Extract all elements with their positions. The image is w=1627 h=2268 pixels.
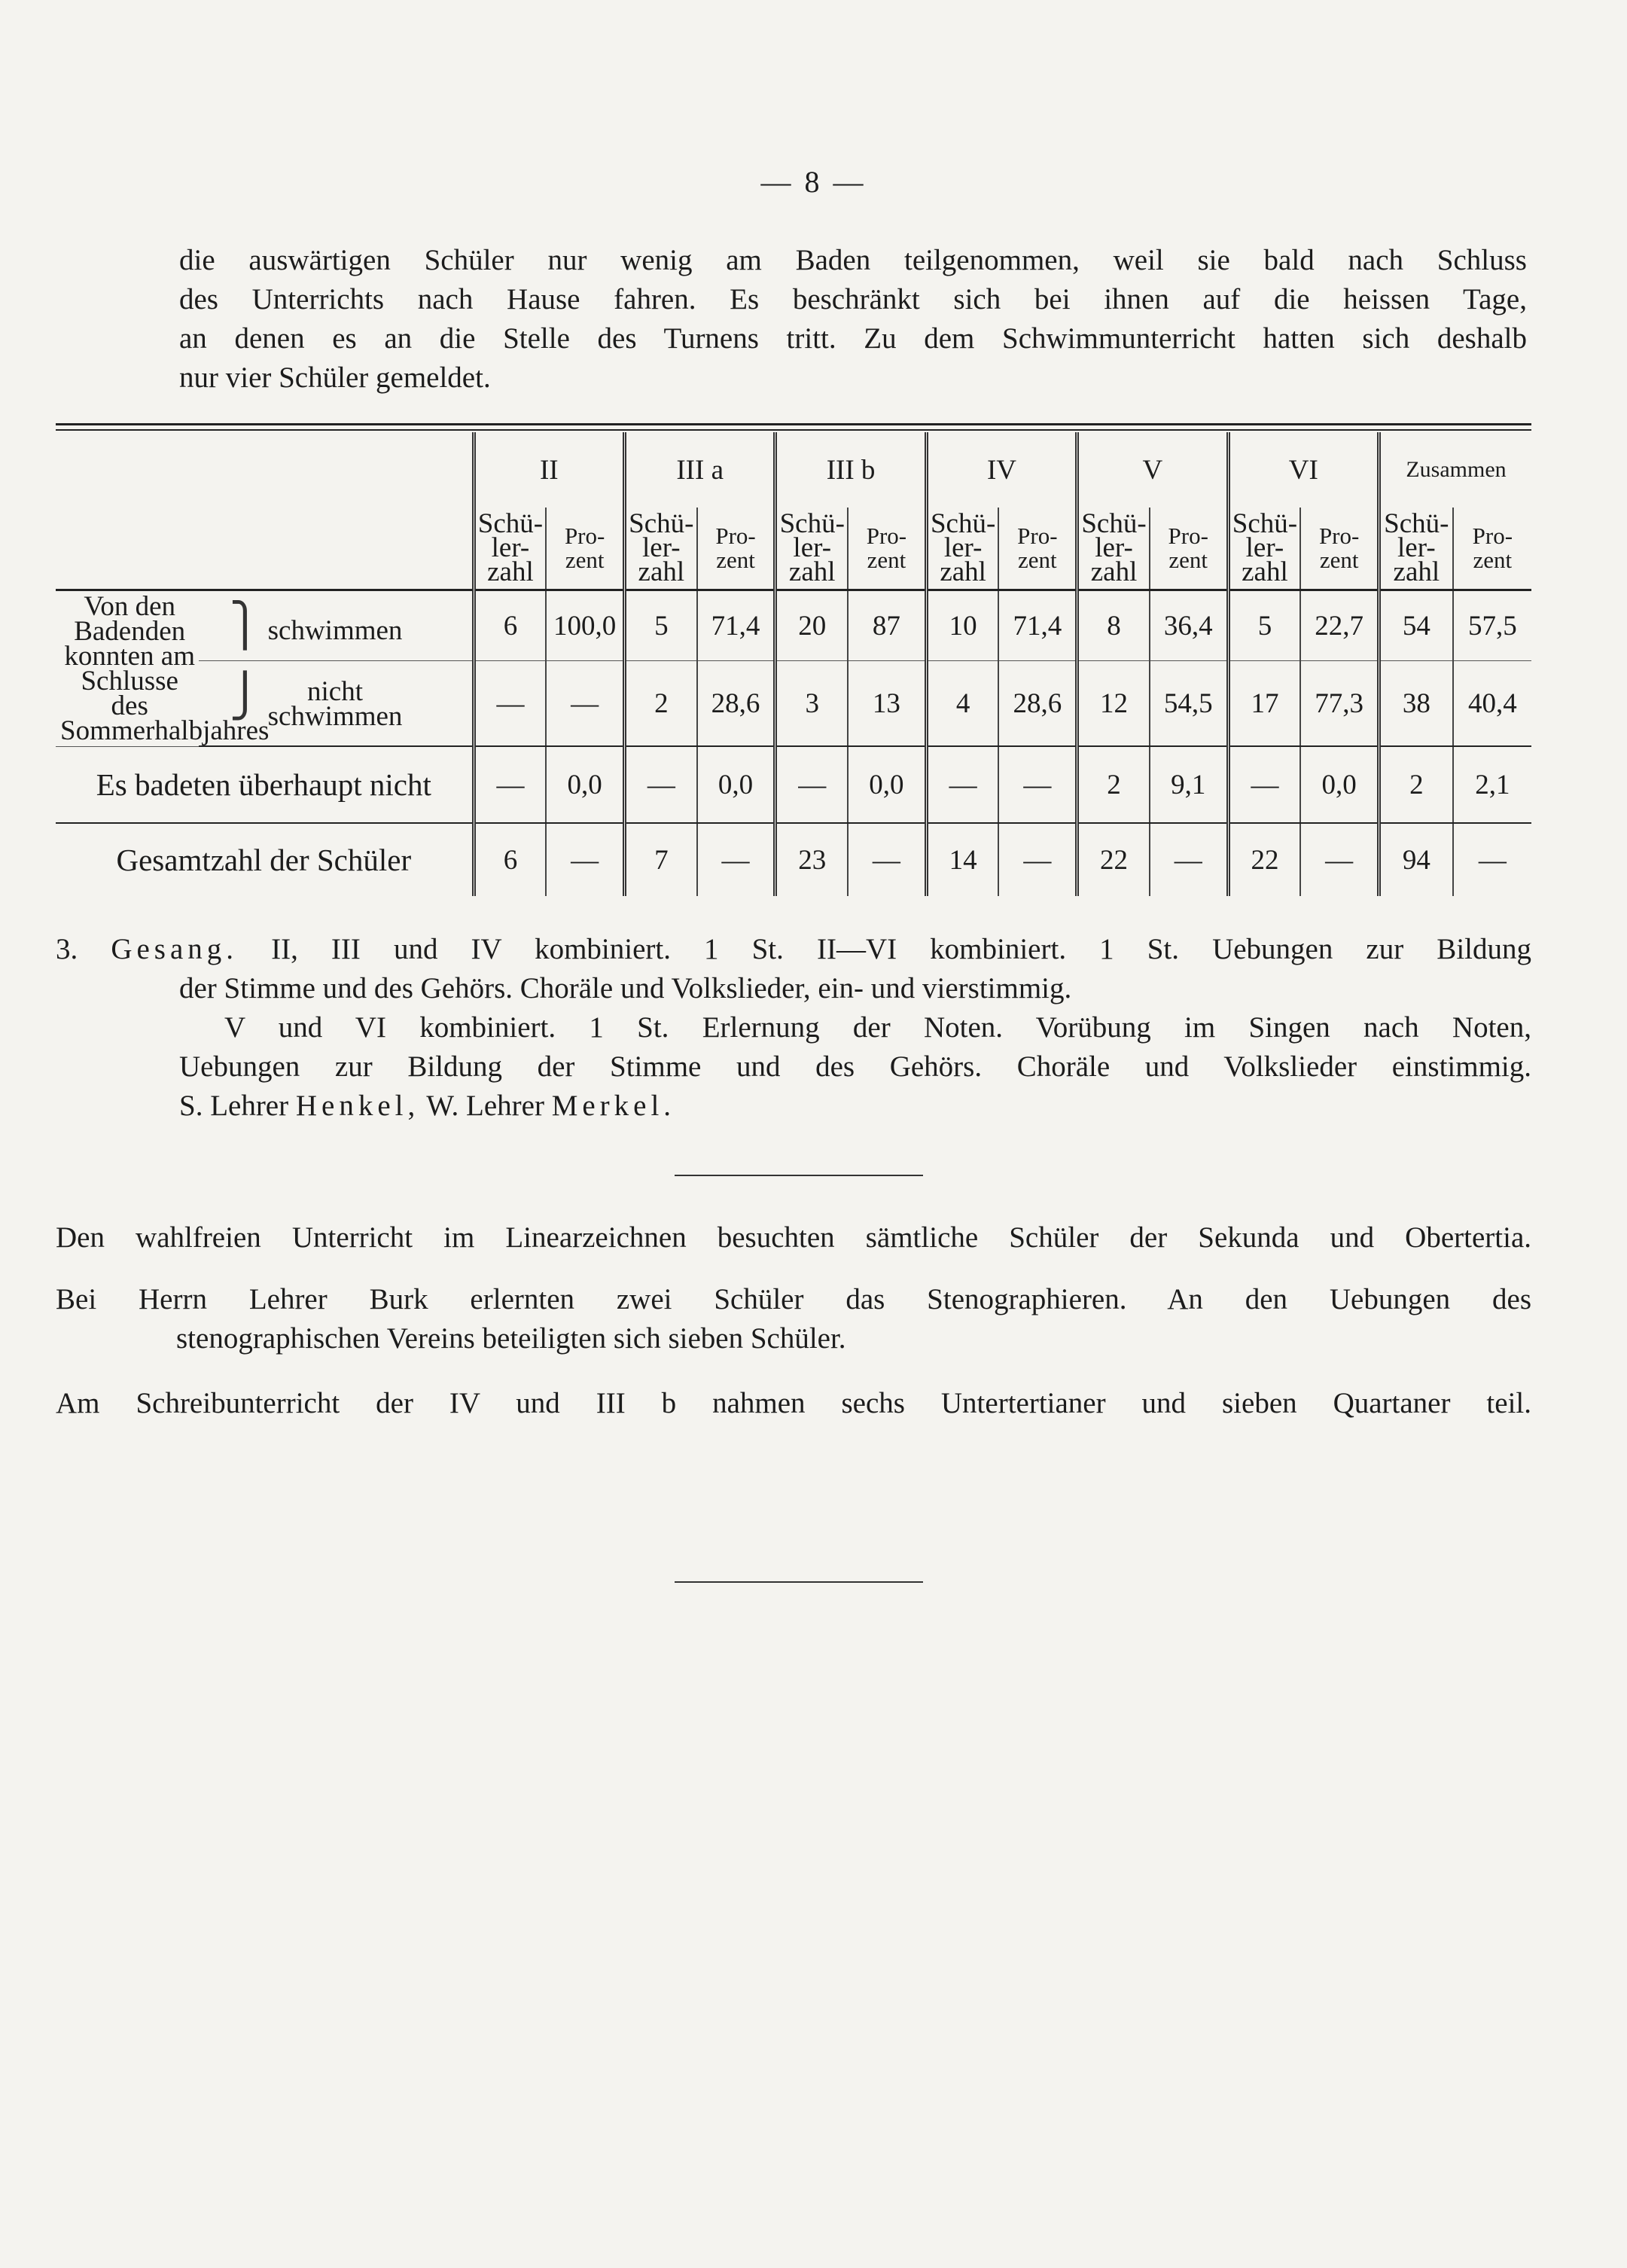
row-label: Gesamtzahl der Schüler <box>116 843 412 877</box>
row-label: Es badeten überhaupt nicht <box>56 746 474 823</box>
table-cell: 2,1 <box>1453 746 1531 823</box>
row-label: ⎫ schwimmen <box>199 590 474 661</box>
subheader-percent: Pro- zent <box>546 508 624 590</box>
table-cell: 4 <box>926 661 998 747</box>
table-cell: 2 <box>1077 746 1150 823</box>
intro-paragraph <box>179 241 1527 398</box>
subheader-percent: Pro- zent <box>848 508 926 590</box>
table-cell: 13 <box>848 661 926 747</box>
table-row <box>56 661 1531 747</box>
table-cell: 28,6 <box>998 661 1077 747</box>
brace-glyph: ⎭ <box>229 673 261 721</box>
teacher-name: Henkel, <box>295 1090 420 1122</box>
table-cell: — <box>1228 746 1300 823</box>
table-cell: 22 <box>1077 823 1150 896</box>
table-cell: 22,7 <box>1300 590 1379 661</box>
table-cell: 8 <box>1077 590 1150 661</box>
table-cell: 100,0 <box>546 590 624 661</box>
table-cell: 38 <box>1379 661 1453 747</box>
stenography-paragraph: Bei Herrn Lehrer Burk erlernten zwei Schüler das Stenographieren. An den Uebungen des stenographischen Vereins beteiligten sich sieben Schüler. <box>56 1283 1531 1355</box>
subheader-percent: Pro- zent <box>998 508 1077 590</box>
table-cell: 94 <box>1379 823 1453 896</box>
table-cell: — <box>775 746 848 823</box>
intro-line: des Unterrichts nach Hause fahren. Es beschränkt sich bei ihnen auf die heissen Tage, <box>179 283 1527 316</box>
table-top-rule <box>56 429 1531 431</box>
table-cell: — <box>848 823 926 896</box>
table-cell: 36,4 <box>1150 590 1228 661</box>
table-cell: — <box>474 661 546 747</box>
table-cell: 6 <box>474 590 546 661</box>
table-cell: 0,0 <box>546 746 624 823</box>
table-cell: 10 <box>926 590 998 661</box>
table-cell: — <box>546 823 624 896</box>
statistics-grid <box>56 432 1531 896</box>
table-cell: — <box>546 661 624 747</box>
subheader-percent: Pro- zent <box>1150 508 1228 590</box>
table-row <box>56 823 1531 896</box>
section-line: Uebungen zur Bildung der Stimme und des Gehörs. Choräle und Volkslieder einstimmig. <box>179 1050 1531 1083</box>
class-header: II <box>474 432 624 508</box>
table-cell: 7 <box>624 823 696 896</box>
table-cell: 20 <box>775 590 848 661</box>
table-cell: 71,4 <box>998 590 1077 661</box>
table-cell: 17 <box>1228 661 1300 747</box>
table-cell: — <box>1150 823 1228 896</box>
table-cell: 6 <box>474 823 546 896</box>
subheader-percent: Pro- zent <box>1300 508 1379 590</box>
table-cell: 40,4 <box>1453 661 1531 747</box>
subheader-percent: Pro- zent <box>1453 508 1531 590</box>
table-cell: 87 <box>848 590 926 661</box>
row-label: ⎭ nicht schwimmen <box>199 661 474 747</box>
table-cell: — <box>926 746 998 823</box>
table-cell: 2 <box>1379 746 1453 823</box>
table-cell: — <box>1453 823 1531 896</box>
intro-line: nur vier Schüler gemeldet. <box>179 361 491 394</box>
table-cell: — <box>998 746 1077 823</box>
subheader-count: Schü- ler- zahl <box>624 508 696 590</box>
table-cell: — <box>998 823 1077 896</box>
brace-glyph: ⎫ <box>229 602 261 649</box>
table-cell: 23 <box>775 823 848 896</box>
subheader-count: Schü- ler- zahl <box>1077 508 1150 590</box>
section-line: V und VI kombiniert. 1 St. Erlernung der Noten. Vorübung im Singen nach Noten, <box>224 1011 1531 1044</box>
table-cell: — <box>1300 823 1379 896</box>
table-cell: 3 <box>775 661 848 747</box>
handwriting-paragraph: Am Schreibunterricht der IV und III b nahmen sechs Untertertianer und sieben Quartaner teil. <box>56 1387 1531 1419</box>
class-header: Zusammen <box>1379 432 1532 508</box>
table-cell: 57,5 <box>1453 590 1531 661</box>
table-cell: 54 <box>1379 590 1453 661</box>
section-number: 3. <box>56 933 78 965</box>
section-line: 3. Gesang. II, III und IV kombiniert. 1 St. II—VI kombiniert. 1 St. Uebungen zur Bildung <box>56 933 1531 965</box>
teachers-line: S. Lehrer Henkel, W. Lehrer Merkel. <box>179 1090 676 1122</box>
table-cell: 28,6 <box>697 661 775 747</box>
subheader-count: Schü- ler- zahl <box>1379 508 1453 590</box>
section-divider <box>675 1175 923 1176</box>
table-cell: 5 <box>624 590 696 661</box>
class-header: VI <box>1228 432 1379 508</box>
table-cell: 2 <box>624 661 696 747</box>
subheader-count: Schü- ler- zahl <box>926 508 998 590</box>
table-cell: 5 <box>1228 590 1300 661</box>
class-header: IV <box>926 432 1077 508</box>
class-header: III b <box>775 432 926 508</box>
section-title: Gesang. <box>111 933 239 965</box>
table-top-rule <box>56 423 1531 425</box>
intro-line: an denen es an die Stelle des Turnens tritt. Zu dem Schwimmunterricht hatten sich deshalb <box>179 322 1527 355</box>
subheader-count: Schü- ler- zahl <box>474 508 546 590</box>
linear-drawing-paragraph: Den wahlfreien Unterricht im Linearzeichnen besuchten sämtliche Schüler der Sekunda und Obertertia. <box>56 1221 1531 1254</box>
table-cell: — <box>474 746 546 823</box>
class-header: III a <box>624 432 775 508</box>
table-cell: 22 <box>1228 823 1300 896</box>
table-cell: 0,0 <box>1300 746 1379 823</box>
table-cell: 71,4 <box>697 590 775 661</box>
table-cell: — <box>697 823 775 896</box>
subheader-count: Schü- ler- zahl <box>775 508 848 590</box>
table-cell: 0,0 <box>697 746 775 823</box>
table-cell: 12 <box>1077 661 1150 747</box>
section-gesang <box>56 930 1531 1126</box>
table-header-classes <box>56 432 1531 508</box>
table-cell: 14 <box>926 823 998 896</box>
table-cell: 9,1 <box>1150 746 1228 823</box>
table-cell: 54,5 <box>1150 661 1228 747</box>
table-header-subcolumns <box>56 508 1531 590</box>
subheader-count: Schü- ler- zahl <box>1228 508 1300 590</box>
table-cell: 0,0 <box>848 746 926 823</box>
table-row <box>56 746 1531 823</box>
group-label: Von den Badenden konnten am Schlusse des Sommerhalbjahres <box>56 590 199 747</box>
intro-line: die auswärtigen Schüler nur wenig am Baden teilgenommen, weil sie bald nach Schluss <box>179 244 1527 276</box>
end-divider <box>675 1581 923 1583</box>
class-header: V <box>1077 432 1228 508</box>
table-row <box>56 590 1531 661</box>
table-cell: 77,3 <box>1300 661 1379 747</box>
table-cell: — <box>624 746 696 823</box>
page-number: — 8 — <box>760 165 867 199</box>
section-line: der Stimme und des Gehörs. Choräle und Volkslieder, ein- und vierstimmig. <box>179 972 1072 1004</box>
teacher-name: Merkel. <box>551 1090 676 1122</box>
subheader-percent: Pro- zent <box>697 508 775 590</box>
